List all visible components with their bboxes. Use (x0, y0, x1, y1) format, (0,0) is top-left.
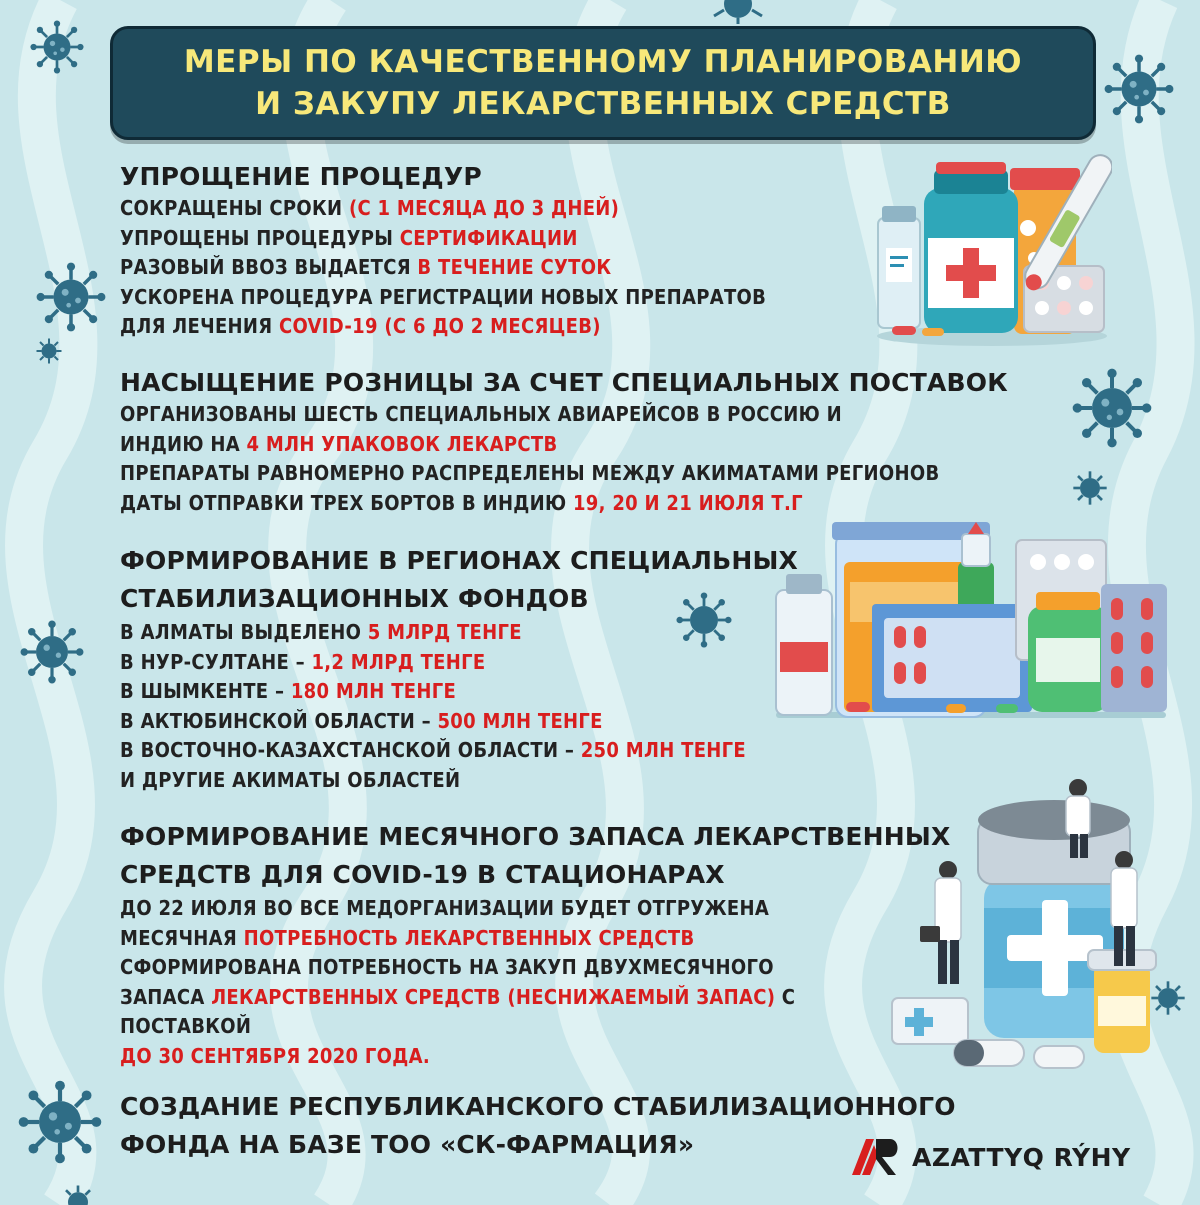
virus-icon (1070, 468, 1110, 508)
section-heading: СОЗДАНИЕ РЕСПУБЛИКАНСКОГО СТАБИЛИЗАЦИОННОГО (120, 1092, 956, 1121)
virus-icon (34, 336, 64, 366)
section-line (120, 766, 798, 796)
line-text: ПОСТАВКОЙ (120, 1014, 252, 1038)
brand-logo (848, 1137, 1131, 1177)
virus-icon (58, 1182, 98, 1205)
pharmacy-products-illustration (766, 522, 1176, 720)
section-line (120, 430, 1008, 460)
page-title-line-2: И ЗАКУПУ ЛЕКАРСТВЕННЫХ СРЕДСТВ (255, 86, 951, 122)
section-line (120, 618, 798, 648)
line-text: УСКОРЕНА ПРОЦЕДУРА РЕГИСТРАЦИИ НОВЫХ ПРЕПАРАТОВ (120, 284, 767, 309)
section-line (120, 283, 766, 313)
medicine-bottles-illustration (872, 148, 1112, 348)
line-text: В АЛМАТЫ ВЫДЕЛЕНО (120, 620, 368, 644)
line-highlight: 250 МЛН ТЕНГЕ (580, 738, 747, 762)
line-text: В НУР-СУЛТАНЕ – (120, 649, 312, 674)
line-text: ИНДИЮ НА (120, 431, 247, 456)
section-line (120, 736, 798, 766)
virus-icon (708, 0, 768, 24)
line-text: МЕСЯЧНАЯ (120, 925, 244, 950)
line-highlight: 5 МЛРД ТЕНГЕ (367, 620, 522, 644)
section-heading: НАСЫЩЕНИЕ РОЗНИЦЫ ЗА СЧЕТ СПЕЦИАЛЬНЫХ ПОСТАВОК (120, 368, 1008, 397)
virus-icon (1104, 54, 1174, 124)
line-text: В ВОСТОЧНО-КАЗАХСТАНСКОЙ ОБЛАСТИ – (120, 738, 581, 762)
line-text: СОКРАЩЕНЫ СРОКИ (120, 196, 349, 220)
line-text: В АКТЮБИНСКОЙ ОБЛАСТИ – (120, 708, 438, 733)
line-text: УПРОЩЕНЫ ПРОЦЕДУРЫ (120, 225, 400, 250)
section-heading: УПРОЩЕНИЕ ПРОЦЕДУР (120, 162, 482, 191)
line-text: ПРЕПАРАТЫ РАВНОМЕРНО РАСПРЕДЕЛЕНЫ МЕЖДУ АКИМАТАМИ РЕГИОНОВ (120, 461, 940, 485)
line-highlight: ПОТРЕБНОСТЬ ЛЕКАРСТВЕННЫХ СРЕДСТВ (243, 925, 695, 950)
section-line (120, 224, 766, 254)
section-heading: ФОНДА НА БАЗЕ ТОО «СК-ФАРМАЦИЯ» (120, 1130, 695, 1159)
section-line (120, 894, 950, 924)
title-banner (110, 26, 1096, 140)
line-highlight: СЕРТИФИКАЦИИ (399, 225, 578, 250)
section-heading: ФОРМИРОВАНИЕ МЕСЯЧНОГО ЗАПАСА ЛЕКАРСТВЕННЫХ (120, 822, 951, 851)
line-highlight: (С 1 МЕСЯЦА ДО 3 ДНЕЙ) (348, 196, 620, 220)
section-line (120, 312, 766, 342)
line-text: СФОРМИРОВАНА ПОТРЕБНОСТЬ НА ЗАКУП ДВУХМЕСЯЧНОГО (120, 955, 774, 979)
virus-icon (20, 620, 84, 684)
section-line (120, 707, 798, 737)
section-line (120, 924, 950, 954)
section-line (120, 983, 950, 1013)
section-line (120, 459, 1008, 489)
section-line (120, 953, 950, 983)
line-highlight: ЛЕКАРСТВЕННЫХ СРЕДСТВ (НЕСНИЖАЕМЫЙ ЗАПАС) (211, 984, 776, 1009)
line-text: ЗАПАСА (120, 984, 212, 1009)
section-3 (120, 542, 798, 795)
section-line (120, 677, 798, 707)
section-line (120, 400, 1008, 430)
section-2 (120, 366, 1008, 518)
section-heading: ФОРМИРОВАНИЕ В РЕГИОНАХ СПЕЦИАЛЬНЫХ (120, 546, 799, 575)
section-heading: СРЕДСТВ ДЛЯ COVID-19 В СТАЦИОНАРАХ (120, 860, 725, 889)
line-highlight: В ТЕЧЕНИЕ СУТОК (417, 255, 612, 279)
section-5 (120, 1088, 956, 1164)
line-highlight: 1,2 МЛРД ТЕНГЕ (311, 649, 486, 674)
section-line (120, 253, 766, 283)
line-text: В ШЫМКЕНТЕ – (120, 679, 291, 703)
section-line (120, 489, 1008, 519)
line-highlight: 500 МЛН ТЕНГЕ (437, 708, 603, 733)
section-line (120, 648, 798, 678)
section-4 (120, 818, 950, 1071)
section-line (120, 1012, 950, 1042)
line-text: ДЛЯ ЛЕЧЕНИЯ (120, 314, 279, 338)
virus-icon (36, 262, 106, 332)
line-highlight: 19, 20 И 21 ИЮЛЯ Т.Г (572, 490, 803, 515)
line-text: РАЗОВЫЙ ВВОЗ ВЫДАЕТСЯ (120, 255, 418, 279)
virus-icon (1072, 368, 1152, 448)
section-line (120, 194, 766, 224)
section-1 (120, 160, 766, 342)
line-highlight: ДО 30 СЕНТЯБРЯ 2020 ГОДА. (120, 1043, 430, 1068)
page-title-line-1: МЕРЫ ПО КАЧЕСТВЕННОМУ ПЛАНИРОВАНИЮ (183, 44, 1023, 80)
line-tail: С (775, 984, 796, 1009)
section-heading: СТАБИЛИЗАЦИОННЫХ ФОНДОВ (120, 584, 589, 613)
line-highlight: 180 МЛН ТЕНГЕ (290, 679, 457, 703)
virus-icon (30, 20, 84, 74)
line-text: И ДРУГИЕ АКИМАТЫ ОБЛАСТЕЙ (120, 767, 461, 792)
line-text: ОРГАНИЗОВАНЫ ШЕСТЬ СПЕЦИАЛЬНЫХ АВИАРЕЙСОВ В РОССИЮ И (120, 402, 842, 426)
virus-icon (18, 1080, 102, 1164)
line-text: ДО 22 ИЮЛЯ ВО ВСЕ МЕДОРГАНИЗАЦИИ БУДЕТ ОТГРУЖЕНА (120, 896, 770, 920)
line-highlight: 4 МЛН УПАКОВОК ЛЕКАРСТВ (246, 431, 558, 456)
ar-logo-icon (848, 1137, 902, 1177)
line-highlight: COVID-19 (С 6 ДО 2 МЕСЯЦЕВ) (279, 314, 601, 338)
section-line (120, 1042, 950, 1072)
brand-name: AZATTYQ RÝHY (912, 1142, 1131, 1172)
line-text: ДАТЫ ОТПРАВКИ ТРЕХ БОРТОВ В ИНДИЮ (120, 490, 573, 515)
